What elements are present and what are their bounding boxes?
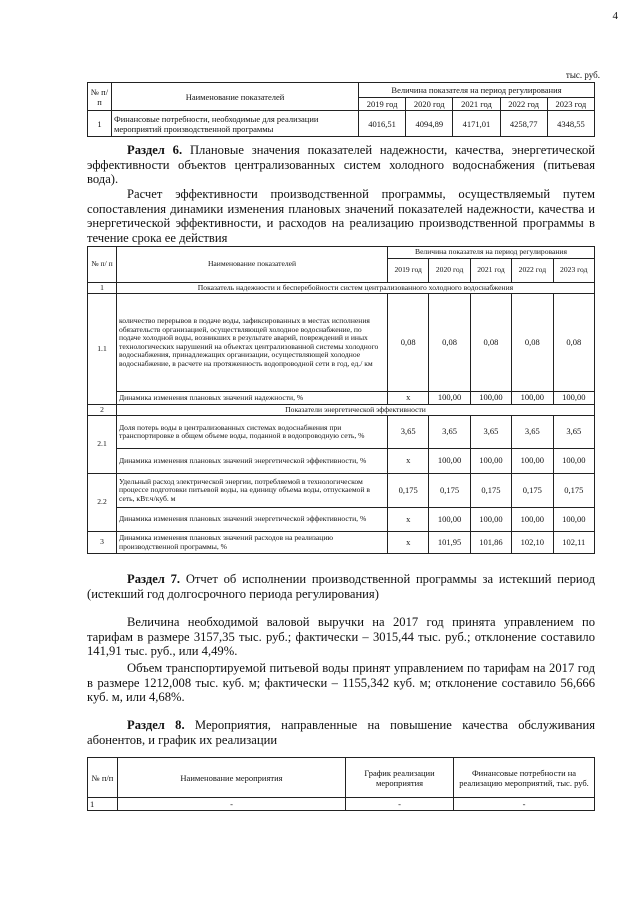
value-cell: 4171,01 <box>453 111 500 137</box>
row-schedule: - <box>346 798 454 811</box>
year-2022: 2022 год <box>512 258 553 282</box>
page-number: 4 <box>612 10 618 22</box>
value-cell: 102,10 <box>512 532 553 554</box>
section-num: 2 <box>88 404 117 416</box>
value-cell: 101,86 <box>470 532 511 554</box>
row-num: 2.1 <box>88 416 117 474</box>
section7-para2: Объем транспортируемой питьевой воды принят управлением по тарифам на 2017 год в размере 1212,008 тыс. куб. м; фактически – 1155,342 куб. м; отклонение составило 56,666 куб. м, или 4,68%. <box>87 661 595 704</box>
value-cell: 0,08 <box>470 294 511 392</box>
value-cell: 3,65 <box>553 416 594 449</box>
row-finance: - <box>454 798 595 811</box>
value-cell: 4348,55 <box>547 111 594 137</box>
value-cell: 4016,51 <box>359 111 406 137</box>
row-name: Финансовые потребности, необходимые для реализации мероприятий производственной программы <box>112 111 359 137</box>
year-2023: 2023 год <box>547 98 594 111</box>
value-cell: x <box>388 508 429 532</box>
value-cell: 0,175 <box>429 474 470 508</box>
section-title: Показатель надежности и бесперебойности систем централизованного холодного водоснабжения <box>117 282 595 294</box>
header-name: Наименование показателей <box>112 83 359 111</box>
row-name: количество перерывов в подаче воды, зафиксированных в местах исполнения обязательств организацией, осуществляющей холодное водоснабжение, по подаче холодной воды, возникших в результате аварий, повреждений и иных технологических нарушений на объектах централизованной системы холодного водоснабжения, принадлежащих организации, осуществляющей холодное водоснабжение, в расчете на протяженность водопроводной сети в год, ед./ км <box>117 294 388 392</box>
header-name: Наименование мероприятия <box>118 758 346 798</box>
header-name: Наименование показателей <box>117 247 388 283</box>
row-name: Динамика изменения плановых значений надежности, % <box>117 392 388 405</box>
value-cell: 100,00 <box>512 392 553 405</box>
value-cell: 100,00 <box>512 508 553 532</box>
value-cell: 0,08 <box>553 294 594 392</box>
section8-heading <box>87 718 595 747</box>
section-title: Показатели энергетической эффективности <box>117 404 595 416</box>
indicators-table <box>87 246 595 554</box>
row-num: 2.2 <box>88 474 117 532</box>
row-name: Динамика изменения плановых значений расходов на реализацию производственной программы, % <box>117 532 388 554</box>
header-finance: Финансовые потребности на реализацию мероприятий, тыс. руб. <box>454 758 595 798</box>
value-cell: 100,00 <box>470 392 511 405</box>
row-name: Динамика изменения плановых значений энергетической эффективности, % <box>117 449 388 474</box>
unit-label: тыс. руб. <box>565 70 600 80</box>
value-cell: 0,08 <box>388 294 429 392</box>
value-cell: 0,175 <box>470 474 511 508</box>
section-row <box>88 282 595 294</box>
row-num: 1.1 <box>88 294 117 405</box>
table-row <box>88 508 595 532</box>
row-num: 1 <box>88 798 118 811</box>
section6-text: Плановые значения показателей надежности, качества, энергетической эффективности объектов централизованных систем холодного водоснабжения (питьевая вода). <box>87 143 595 186</box>
value-cell: x <box>388 532 429 554</box>
value-cell: 4094,89 <box>406 111 453 137</box>
year-2023: 2023 год <box>553 258 594 282</box>
table-row <box>88 449 595 474</box>
header-num: № п/п <box>88 758 118 798</box>
section7-title: Раздел 7. <box>127 572 181 586</box>
section7-heading <box>87 572 595 601</box>
section6-heading <box>87 143 595 187</box>
table-row <box>88 416 595 449</box>
value-cell: 100,00 <box>429 392 470 405</box>
value-cell: 100,00 <box>470 449 511 474</box>
row-num: 1 <box>88 111 112 137</box>
section8-text: Мероприятия, направленные на повышение качества обслуживания абонентов, и график их реализации <box>87 718 596 747</box>
year-2021: 2021 год <box>453 98 500 111</box>
section-num: 1 <box>88 282 117 294</box>
year-2020: 2020 год <box>429 258 470 282</box>
table-row <box>88 294 595 392</box>
header-schedule: График реализации мероприятия <box>346 758 454 798</box>
value-cell: x <box>388 449 429 474</box>
row-name: - <box>118 798 346 811</box>
value-cell: 100,00 <box>553 449 594 474</box>
year-2022: 2022 год <box>500 98 547 111</box>
value-cell: 100,00 <box>512 449 553 474</box>
section6-title: Раздел 6. <box>127 143 183 157</box>
value-cell: 4258,77 <box>500 111 547 137</box>
value-cell: 100,00 <box>429 508 470 532</box>
year-2019: 2019 год <box>388 258 429 282</box>
value-cell: 3,65 <box>429 416 470 449</box>
value-cell: 100,00 <box>429 449 470 474</box>
section6-para2: Расчет эффективности производственной программы, осуществляемый путем сопоставления динамики изменения плановых значений показателей надежности, качества и энергетической эффективности, и расходов на реализацию производственной программы в течение срока ее действия <box>87 187 595 245</box>
header-num: № п/п <box>88 83 112 111</box>
table-row <box>88 532 595 554</box>
measures-table <box>87 757 595 811</box>
header-num: № п/ п <box>88 247 117 283</box>
section7-para1: Величина необходимой валовой выручки на 2017 год принята управлением по тарифам в размере 3157,35 тыс. руб.; фактически – 3015,44 тыс. руб.; отклонение составило 141,91 тыс. руб., или 4,49%. <box>87 615 595 658</box>
value-cell: 101,95 <box>429 532 470 554</box>
header-group: Величина показателя на период регулирования <box>359 83 595 98</box>
value-cell: 0,175 <box>553 474 594 508</box>
value-cell: x <box>388 392 429 405</box>
value-cell: 3,65 <box>470 416 511 449</box>
table-row <box>88 474 595 508</box>
year-2020: 2020 год <box>406 98 453 111</box>
value-cell: 100,00 <box>470 508 511 532</box>
value-cell: 0,175 <box>512 474 553 508</box>
row-num: 3 <box>88 532 117 554</box>
value-cell: 102,11 <box>553 532 594 554</box>
row-name: Удельный расход электрической энергии, потребляемой в технологическом процессе подготовки питьевой воды, на единицу объема воды, отпускаемой в сеть, кВт.ч/куб. м <box>117 474 388 508</box>
table-row <box>88 392 595 405</box>
value-cell: 0,08 <box>429 294 470 392</box>
table-row <box>88 798 595 811</box>
section-row <box>88 404 595 416</box>
value-cell: 0,08 <box>512 294 553 392</box>
value-cell: 3,65 <box>512 416 553 449</box>
value-cell: 3,65 <box>388 416 429 449</box>
section7-text: Отчет об исполнении производственной программы за истекший период (истекший год долгосрочного периода регулирования) <box>87 572 595 601</box>
header-group: Величина показателя на период регулирования <box>388 247 595 259</box>
row-name: Динамика изменения плановых значений энергетической эффективности, % <box>117 508 388 532</box>
year-2021: 2021 год <box>470 258 511 282</box>
section8-title: Раздел 8. <box>127 718 185 732</box>
financial-needs-table <box>87 82 595 137</box>
value-cell: 100,00 <box>553 392 594 405</box>
table-row <box>88 111 595 137</box>
year-2019: 2019 год <box>359 98 406 111</box>
value-cell: 100,00 <box>553 508 594 532</box>
row-name: Доля потерь воды в централизованных системах водоснабжения при транспортировке в общем объеме воды, поданной в водопроводную сеть, % <box>117 416 388 449</box>
value-cell: 0,175 <box>388 474 429 508</box>
